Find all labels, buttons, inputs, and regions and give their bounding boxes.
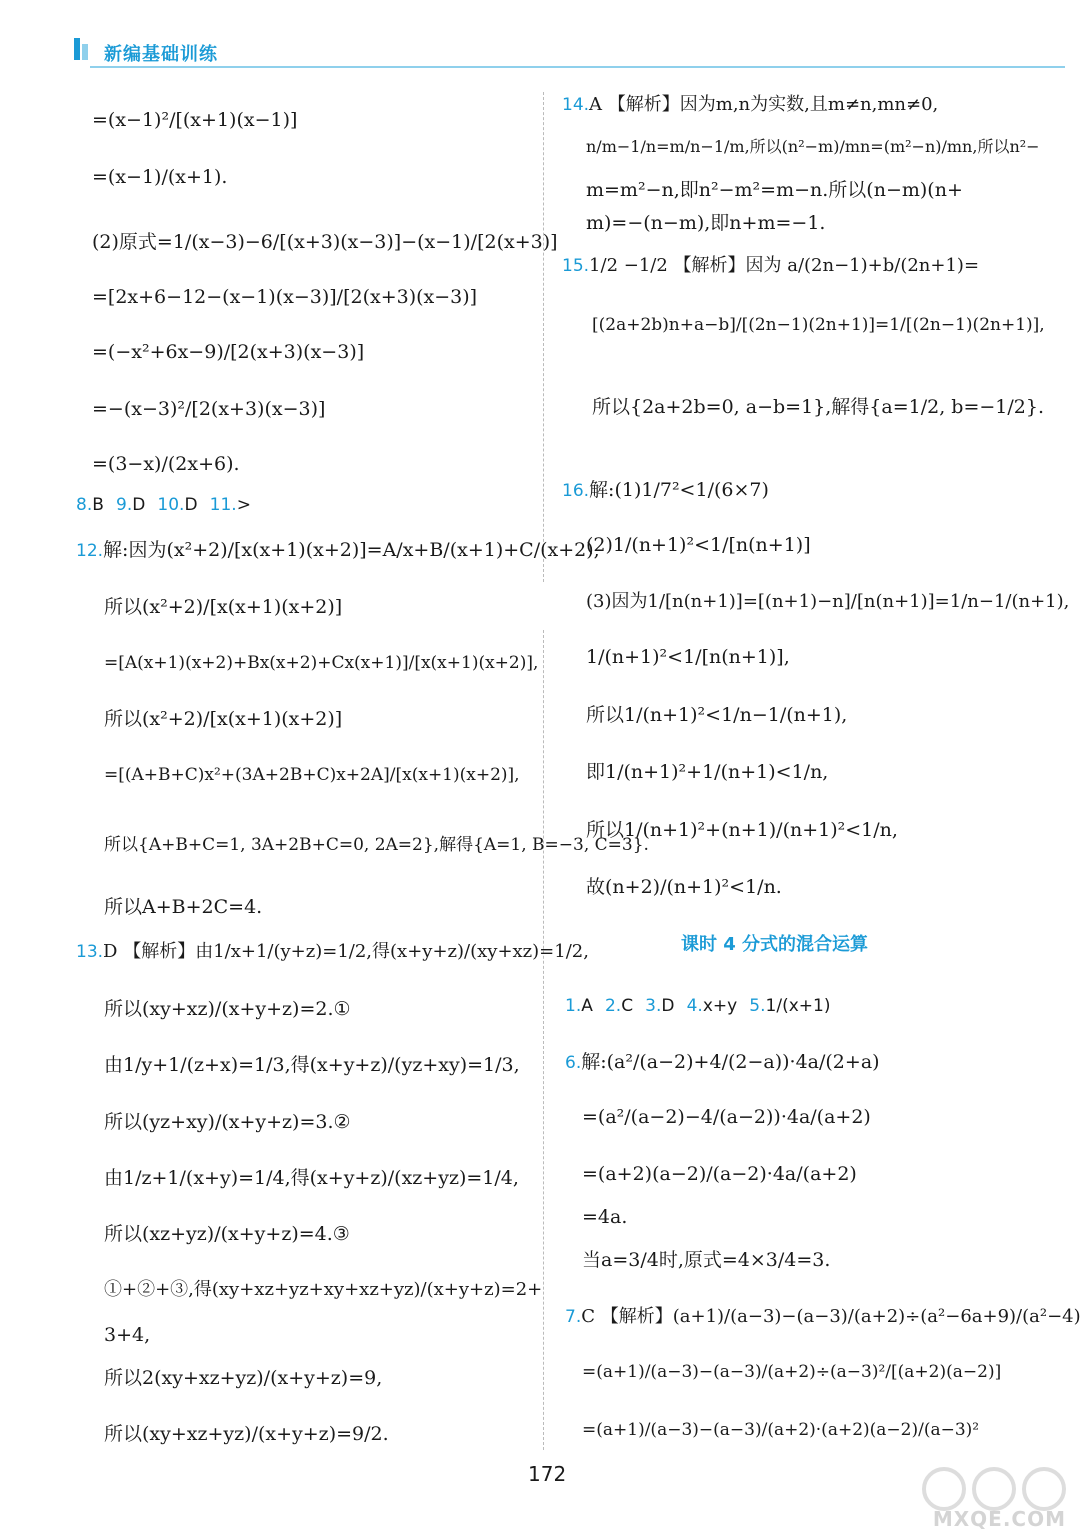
question-number: 10. <box>157 495 185 515</box>
answer-choice: D <box>661 996 675 1016</box>
question-number: 13. <box>76 942 104 962</box>
question-number: 12. <box>76 541 104 561</box>
solution-text: 解:(a²/(a−2)+4/(2−a))·4a/(2+a) <box>581 1051 880 1073</box>
solution-line: =−(x−3)²/[2(x+3)(x−3)] <box>92 398 326 420</box>
q13-line <box>76 940 589 964</box>
solution-text: 1/2 −1/2 【解析】因为 a/(2n−1)+b/(2n+1)= <box>589 255 980 276</box>
solution-line: =(x−1)/(x+1). <box>92 166 228 188</box>
question-number: 2. <box>604 996 622 1016</box>
q7-line <box>565 1305 1081 1329</box>
answers-1-5 <box>565 993 830 1018</box>
q16-line: 即1/(n+1)²+1/(n+1)<1/n, <box>586 761 829 783</box>
q13-line: 由1/y+1/(z+x)=1/3,得(x+y+z)/(yz+xy)=1/3, <box>104 1054 520 1076</box>
question-number: 8. <box>76 495 93 515</box>
q16-line: (3)因为1/[n(n+1)]=[(n+1)−n]/[n(n+1)]=1/n−1/(n+1), <box>586 591 1070 612</box>
page-header <box>60 30 1060 76</box>
question-number: 16. <box>562 481 590 501</box>
answer-choice: x+y <box>702 996 738 1016</box>
q6-line: =(a²/(a−2)−4/(a−2))·4a/(a+2) <box>582 1106 871 1128</box>
answer-choice: D <box>184 495 198 515</box>
solution-text: A 【解析】因为m,n为实数,且m≠n,mn≠0, <box>589 94 939 115</box>
q12-line: 所以(x²+2)/[x(x+1)(x+2)] <box>104 596 343 618</box>
question-number: 15. <box>562 256 590 276</box>
q6-line: =4a. <box>582 1206 628 1228</box>
header-rule <box>90 66 1065 68</box>
answer-choice: > <box>236 495 251 515</box>
question-number: 1. <box>565 996 582 1016</box>
q6-line: =(a+2)(a−2)/(a−2)·4a/(a+2) <box>582 1163 857 1185</box>
q12-line: 所以A+B+2C=4. <box>104 896 263 918</box>
answer-choice: B <box>92 495 104 515</box>
question-number: 9. <box>116 495 133 515</box>
q14-line <box>562 93 938 117</box>
answer-choice: A <box>581 996 593 1016</box>
solution-text: D 【解析】由1/x+1/(y+z)=1/2,得(x+y+z)/(xy+xz)=1/2, <box>103 941 589 962</box>
question-number: 6. <box>565 1053 582 1073</box>
q13-line: 3+4, <box>104 1324 151 1346</box>
q13-line: ①+②+③,得(xy+xz+yz+xy+xz+yz)/(x+y+z)=2+ <box>104 1279 543 1300</box>
solution-text: 解:(1)1/7²<1/(6×7) <box>589 479 769 501</box>
solution-text: 解:因为(x²+2)/[x(x+1)(x+2)]=A/x+B/(x+1)+C/(x+2), <box>103 539 600 561</box>
solution-line: =[2x+6−12−(x−1)(x−3)]/[2(x+3)(x−3)] <box>92 286 478 308</box>
q12-line: =[A(x+1)(x+2)+Bx(x+2)+Cx(x+1)]/[x(x+1)(x+2)], <box>104 653 539 673</box>
q12-line: 所以{A+B+C=1, 3A+2B+C=0, 2A=2},解得{A=1, B=−3, C=3}. <box>104 835 649 855</box>
question-number: 14. <box>562 95 590 115</box>
page-number: 172 <box>528 1462 567 1486</box>
q12-line <box>76 538 600 563</box>
q16-line: 所以1/(n+1)²+(n+1)/(n+1)²<1/n, <box>586 819 898 841</box>
q12-line: 所以(x²+2)/[x(x+1)(x+2)] <box>104 708 343 730</box>
q16-line: 所以1/(n+1)²<1/n−1/(n+1), <box>586 704 848 726</box>
q13-line: 所以(xy+xz+yz)/(x+y+z)=9/2. <box>104 1423 389 1445</box>
question-number: 11. <box>209 495 237 515</box>
solution-line: (2)原式=1/(x−3)−6/[(x+3)(x−3)]−(x−1)/[2(x+3)] <box>92 231 558 253</box>
book-logo-icon <box>72 36 92 62</box>
question-number: 7. <box>565 1307 582 1327</box>
q16-line: (2)1/(n+1)²<1/[n(n+1)] <box>586 534 811 556</box>
q7-line: =(a+1)/(a−3)−(a−3)/(a+2)÷(a−3)²/[(a+2)(a−2)] <box>582 1362 1002 1382</box>
q14-line: m)=−(n−m),即n+m=−1. <box>586 212 826 234</box>
q16-line <box>562 478 769 503</box>
q14-line: m=m²−n,即n²−m²=m−n.所以(n−m)(n+ <box>586 179 963 201</box>
q13-line: 所以2(xy+xz+yz)/(x+y+z)=9, <box>104 1367 383 1389</box>
q7-line: =(a+1)/(a−3)−(a−3)/(a+2)·(a+2)(a−2)/(a−3)² <box>582 1420 980 1440</box>
book-title: 新编基础训练 <box>104 44 218 65</box>
answer-choice: D <box>132 495 146 515</box>
q15-line: [(2a+2b)n+a−b]/[(2n−1)(2n+1)]=1/[(2n−1)(2n+1)], <box>592 315 1045 335</box>
q15-line <box>562 254 979 278</box>
answer-choice: C <box>621 996 634 1016</box>
q16-line: 1/(n+1)²<1/[n(n+1)], <box>586 646 790 668</box>
q13-line: 所以(xy+xz)/(x+y+z)=2.① <box>104 998 351 1020</box>
solution-line: =(3−x)/(2x+6). <box>92 453 240 475</box>
column-divider-top <box>543 92 544 582</box>
question-number: 5. <box>749 996 766 1016</box>
answers-8-11 <box>76 492 251 517</box>
column-divider-bottom <box>543 630 544 1450</box>
q13-line: 所以(xz+yz)/(x+y+z)=4.③ <box>104 1223 350 1245</box>
q14-line: n/m−1/n=m/n−1/m,所以(n²−m)/mn=(m²−n)/mn,所以n²− <box>586 137 1040 156</box>
watermark <box>904 1465 1076 1533</box>
q12-line: =[(A+B+C)x²+(3A+2B+C)x+2A]/[x(x+1)(x+2)], <box>104 765 520 785</box>
q6-line <box>565 1050 880 1075</box>
solution-line: =(−x²+6x−9)/[2(x+3)(x−3)] <box>92 341 365 363</box>
watermark-text: MXQE.COM <box>932 1507 1066 1531</box>
solution-text: C 【解析】(a+1)/(a−3)−(a−3)/(a+2)÷(a²−6a+9)/(a²−4) <box>581 1306 1081 1327</box>
section-title: 课时 4 分式的混合运算 <box>681 934 869 955</box>
q15-line: 所以{2a+2b=0, a−b=1},解得{a=1/2, b=−1/2}. <box>592 396 1045 418</box>
q13-line: 所以(yz+xy)/(x+y+z)=3.② <box>104 1111 351 1133</box>
question-number: 3. <box>645 996 662 1016</box>
q16-line: 故(n+2)/(n+1)²<1/n. <box>586 876 782 898</box>
q6-line: 当a=3/4时,原式=4×3/4=3. <box>582 1249 831 1271</box>
question-number: 4. <box>686 996 703 1016</box>
solution-line: =(x−1)²/[(x+1)(x−1)] <box>92 109 298 131</box>
q13-line: 由1/z+1/(x+y)=1/4,得(x+y+z)/(xz+yz)=1/4, <box>104 1167 519 1189</box>
answer-choice: 1/(x+1) <box>765 996 831 1016</box>
